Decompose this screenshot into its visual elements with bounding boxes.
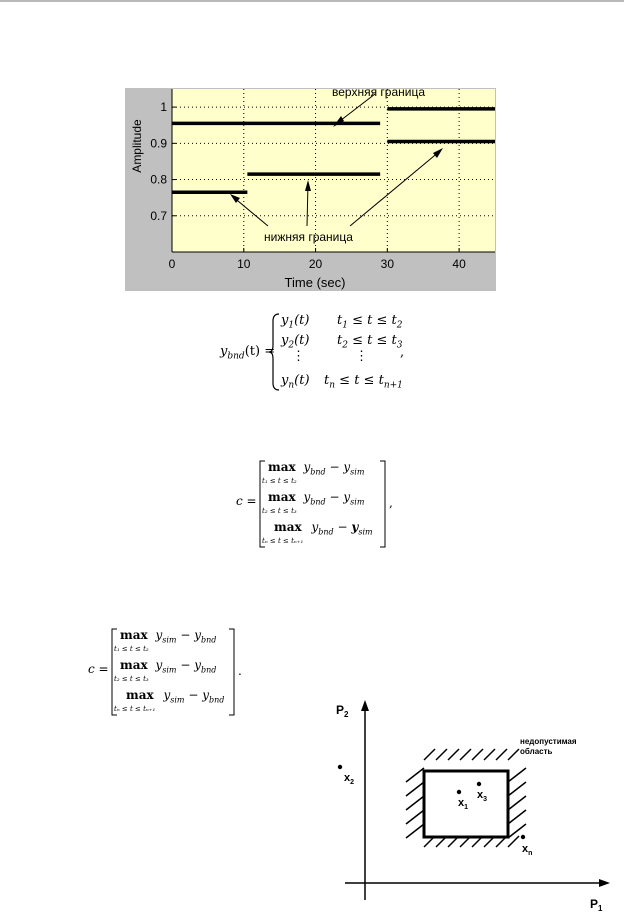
eq2-bracket-right <box>379 460 387 548</box>
point-xn <box>521 835 525 839</box>
xtick-label-0: 0 <box>168 257 176 271</box>
point-x2 <box>338 765 342 769</box>
eq3-row-2: $\max y_{sim} - y_{bnd}$ <box>120 658 217 675</box>
eq1-lhs: $y_{bnd}(t)$ = <box>220 344 276 362</box>
eq2-bracket-left <box>258 460 266 548</box>
point-xn-label: $x_n$ <box>522 843 533 857</box>
eq3-row-n-sub: tₙ ≤ t ≤ tₙ₊₁ <box>114 705 156 713</box>
ytick-label-0.9: 0.9 <box>150 136 167 151</box>
eq3-bracket-left <box>110 628 118 716</box>
eq3-row-1-sub: t₁ ≤ t ≤ t₂ <box>114 645 149 653</box>
p2-axis-arrowhead <box>361 700 369 711</box>
eq1-dots-left: ⋮ <box>292 349 305 364</box>
equation-c-lower <box>88 626 258 718</box>
eq2-row-2-sub: t₂ ≤ t ≤ t₃ <box>262 507 297 515</box>
eq3-bracket-right <box>228 628 236 716</box>
eq1-row-1: $y_1(t)$ <box>281 313 310 331</box>
eq2-row-2: $\max y_{bnd} - y_{sim}$ <box>268 490 365 507</box>
bounds-chart <box>0 0 624 300</box>
eq3-row-1: $\max y_{sim} - y_{bnd}$ <box>120 628 217 645</box>
eq1-row-n-range: $t_n \le t \le t_{n+1}$ <box>324 373 403 391</box>
point-x1 <box>457 790 461 794</box>
point-x2-label: $x_2$ <box>344 772 355 786</box>
equation-ybnd <box>220 309 420 395</box>
eq2-row-n: $\max y_{bnd} - y_{sim}$ <box>274 520 373 537</box>
eq2-trail: , <box>389 496 393 510</box>
point-x3 <box>477 782 481 786</box>
xtick-label-40: 40 <box>452 257 466 271</box>
eq1-row-1-range: $t_1 \le t \le t_2$ <box>337 313 403 331</box>
x-axis-label: Time (sec) <box>284 275 346 290</box>
eq3-row-2-sub: t₂ ≤ t ≤ t₃ <box>114 675 149 683</box>
eq1-comma: , <box>400 345 405 360</box>
eq2-row-1-sub: t₁ ≤ t ≤ t₂ <box>262 477 297 485</box>
equation-c-upper <box>236 458 406 550</box>
p2-label: $P_2$ <box>336 703 349 719</box>
p1-label: $P_1$ <box>590 897 603 913</box>
eq2-row-1: $\max y_{bnd} - y_{sim}$ <box>268 460 365 477</box>
eq3-trail: . <box>238 664 242 678</box>
eq1-row-2: $y_2(t)$ <box>281 333 310 351</box>
plot-area <box>172 89 495 252</box>
eq1-row-n: $y_n(t)$ <box>281 373 310 391</box>
eq2-row-n-sub: tₙ ≤ t ≤ tₙ₊₁ <box>262 537 304 545</box>
xtick-label-30: 30 <box>380 257 395 271</box>
xtick-label-10: 10 <box>237 257 251 271</box>
eq1-dots-right: ⋮ <box>355 349 368 364</box>
eq3-lhs: c = <box>88 662 109 676</box>
eq2-lhs: c = <box>236 494 257 508</box>
point-x3-label: $x_3$ <box>477 789 488 803</box>
region-label-line1: недопустимая <box>520 737 577 746</box>
xtick-label-20: 20 <box>308 257 323 271</box>
region-label-line2: область <box>520 747 553 756</box>
point-x1-label: $x_1$ <box>458 797 469 811</box>
y-axis-label: Amplitude <box>130 119 144 173</box>
parameter-space-diagram <box>320 690 624 915</box>
eq3-row-n: $\max y_{sim} - y_{bnd}$ <box>126 688 225 705</box>
eq1-brace <box>268 313 282 391</box>
lower-bound-label: нижняя граница <box>264 230 353 244</box>
ytick-label-1: 1 <box>160 100 167 115</box>
ytick-label-0.8: 0.8 <box>150 172 167 187</box>
p1-axis-arrowhead <box>599 879 610 887</box>
eq1-row-2-range: $t_2 \le t \le t_3$ <box>337 333 403 351</box>
upper-bound-label: верхняя граница <box>332 85 426 99</box>
ytick-label-0.7: 0.7 <box>150 208 167 223</box>
